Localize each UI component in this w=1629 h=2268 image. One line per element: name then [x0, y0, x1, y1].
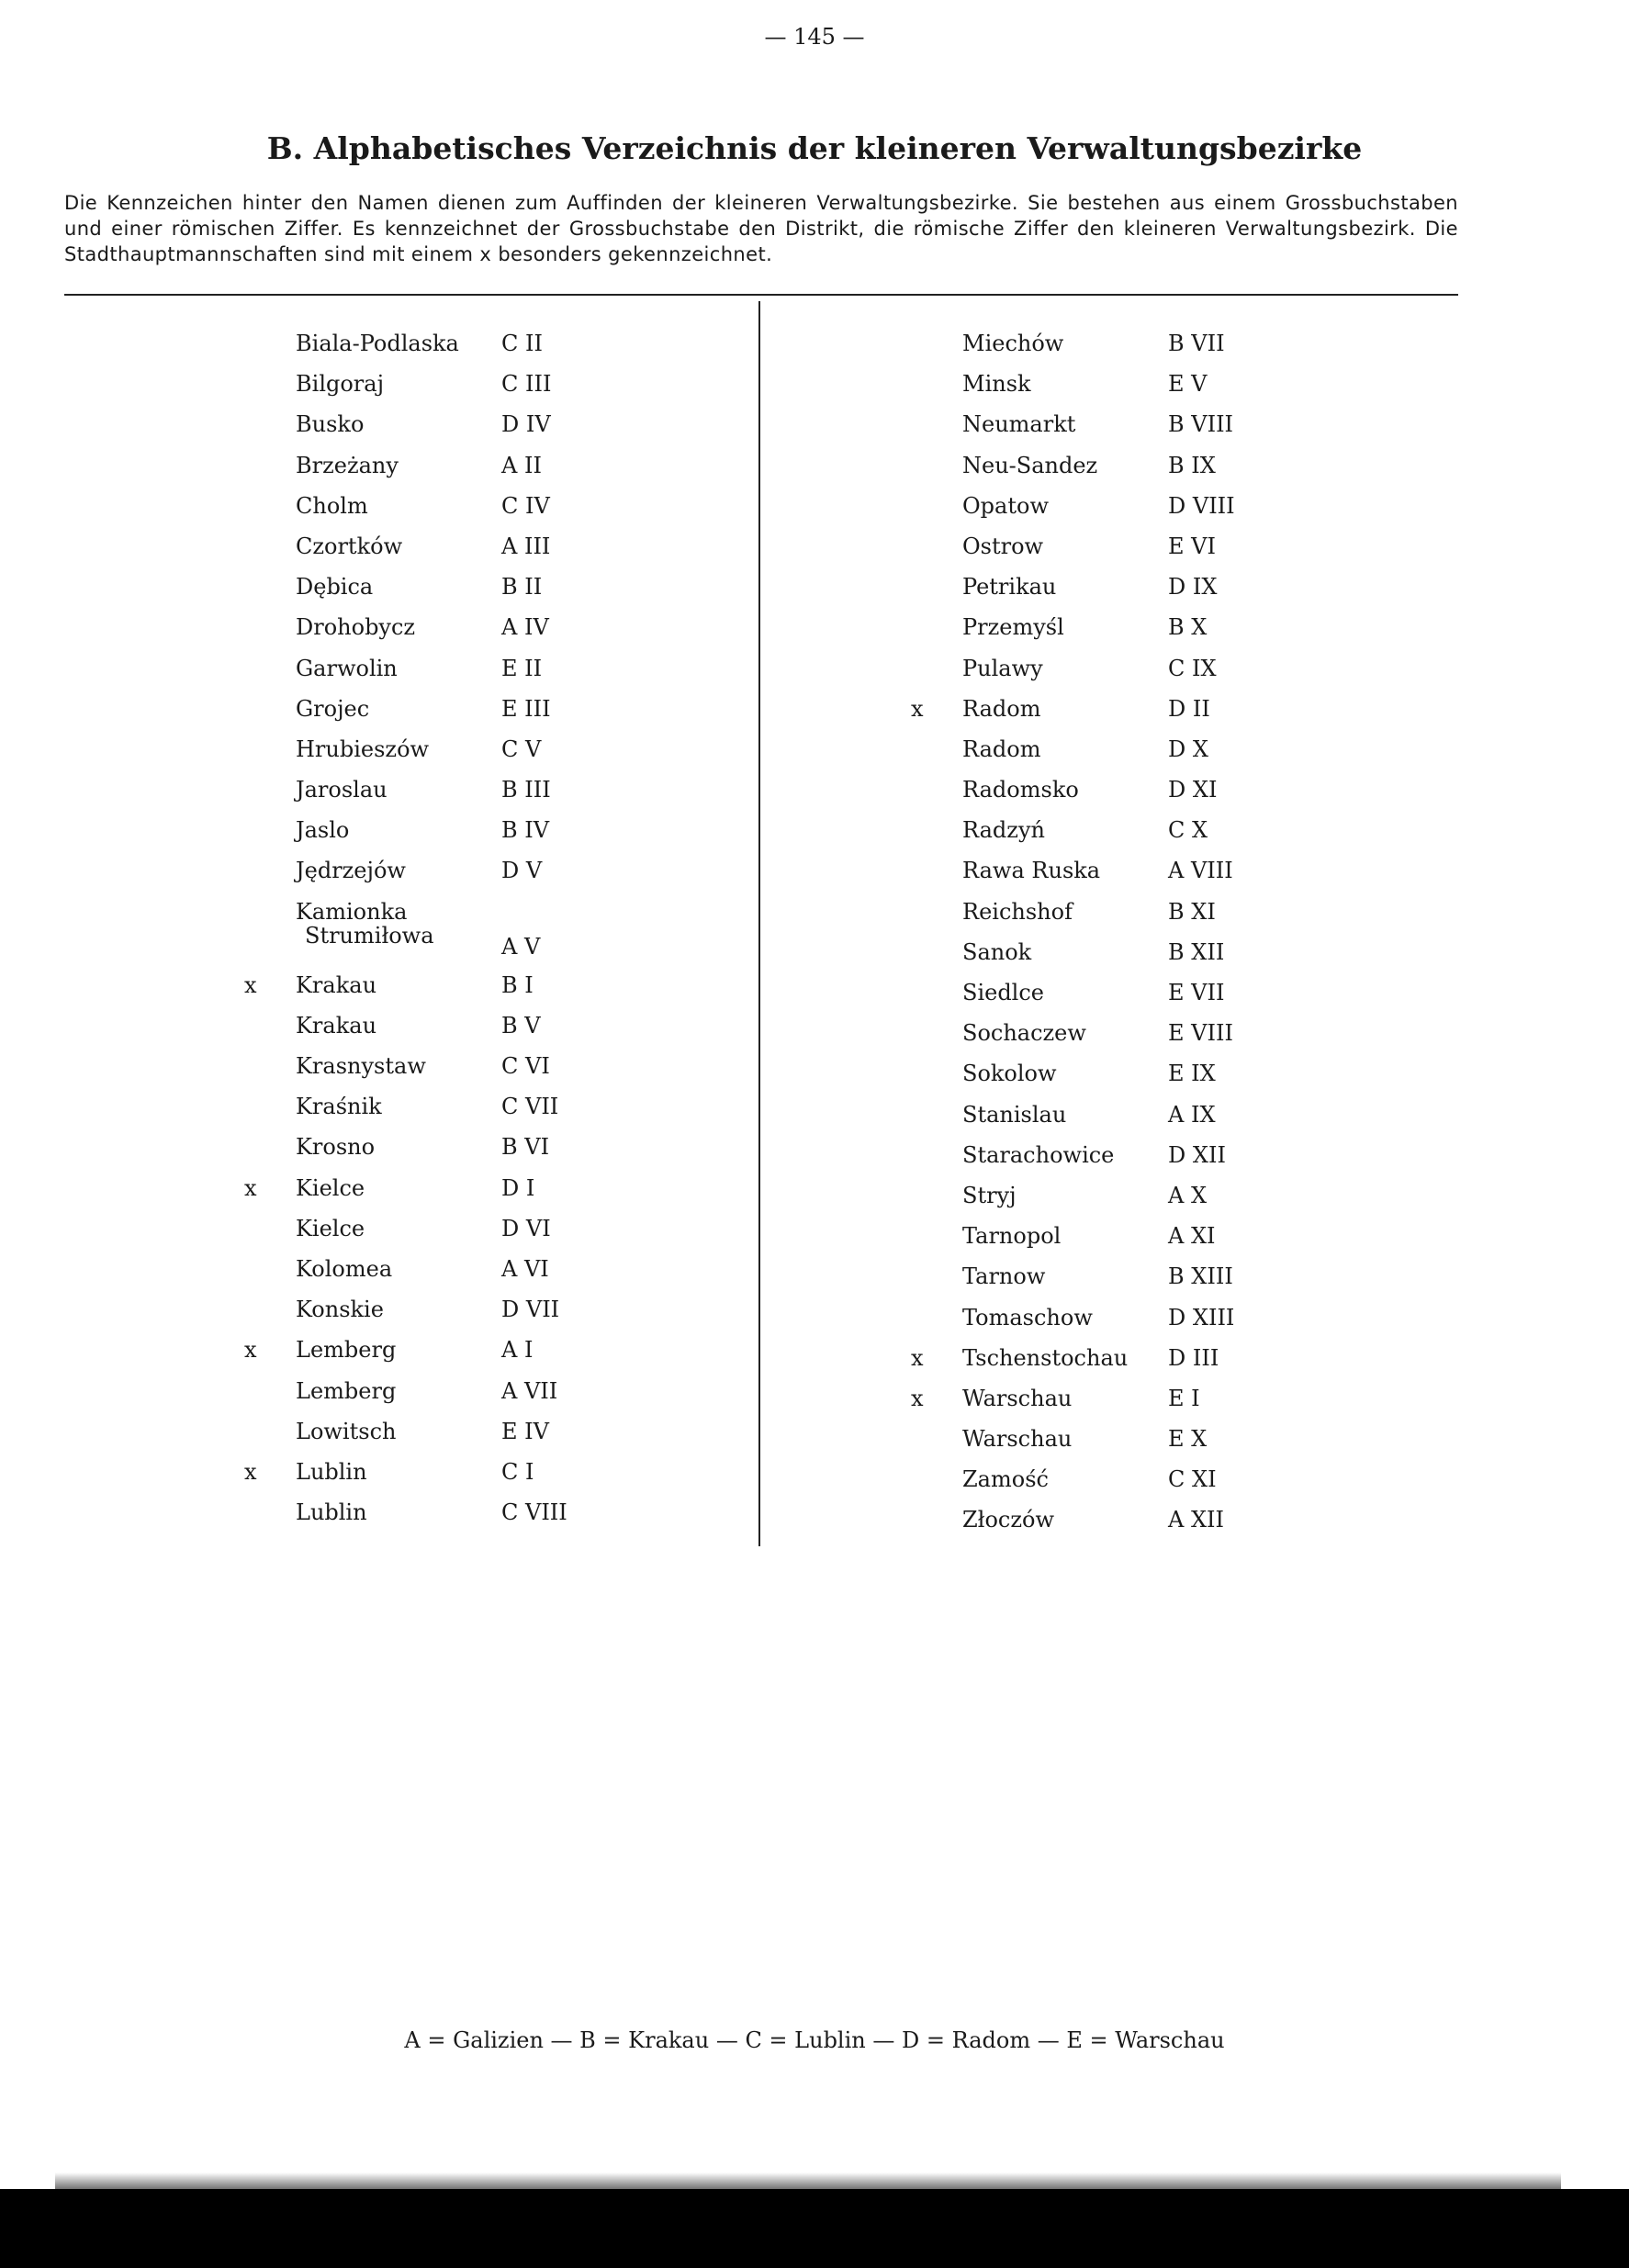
district-name-line: Krakau [296, 1012, 377, 1039]
district-code: A VIII [1168, 858, 1233, 884]
district-code: E V [1168, 371, 1208, 398]
district-name [296, 1256, 392, 1282]
district-code: D XIII [1168, 1304, 1235, 1330]
district-name [962, 777, 1079, 803]
district-name [296, 858, 406, 883]
page-title: B. Alphabetisches Verzeichnis der kleineren Verwaltungsbezirke [266, 130, 1363, 166]
district-code: D I [501, 1174, 535, 1201]
district-name-line: Lemberg [296, 1337, 397, 1364]
district-code: D IV [501, 411, 551, 438]
district-name-line: Kielce [296, 1174, 365, 1201]
district-code: E IV [501, 1418, 549, 1444]
district-name [296, 574, 373, 600]
district-name-line: Reichshof [962, 898, 1073, 925]
district-name [296, 736, 429, 762]
district-name [296, 371, 384, 397]
district-name-line: Kraśnik [296, 1094, 382, 1120]
district-name [296, 1337, 396, 1363]
district-name-line: Krasnystaw [296, 1053, 426, 1079]
district-code: B III [501, 777, 551, 803]
district-name [962, 939, 1031, 965]
district-code: B X [1168, 614, 1208, 641]
district-name [962, 331, 1063, 356]
district-name-line: Rawa Ruska [962, 858, 1101, 884]
district-name [962, 1345, 1128, 1371]
city-district-marker: x [911, 1344, 924, 1371]
district-code: B I [501, 971, 534, 998]
district-code: B VI [501, 1134, 550, 1161]
district-name [962, 574, 1056, 600]
district-name-line: Tomaschow [962, 1304, 1093, 1330]
district-name-line: Czortków [296, 533, 403, 559]
district-code: D VI [501, 1215, 551, 1241]
scan-dark-edge [0, 2189, 1629, 2268]
district-legend: A = Galizien — B = Krakau — C = Lublin — D = Radom — E = Warschau [404, 2027, 1225, 2053]
district-name-line: Drohobycz [296, 614, 416, 641]
district-name-line: Przemyśl [962, 614, 1064, 641]
district-code: D III [1168, 1344, 1219, 1371]
district-name [296, 1459, 367, 1485]
district-code: E VIII [1168, 1020, 1233, 1047]
district-code: A XI [1168, 1223, 1216, 1250]
district-name-line: Hrubieszów [296, 735, 430, 762]
district-name-line: Minsk [962, 371, 1031, 398]
district-name [962, 736, 1041, 762]
district-code: A VII [501, 1377, 558, 1404]
district-code: C XI [1168, 1466, 1217, 1493]
district-name-line: Grojec [296, 695, 370, 722]
district-name-line: Opatow [962, 492, 1049, 519]
district-name [296, 1175, 365, 1201]
district-name-line: Strumiłowa [305, 922, 434, 949]
district-code: A XII [1168, 1507, 1225, 1533]
district-name-line: Tschenstochau [962, 1344, 1129, 1371]
district-name [962, 493, 1049, 519]
district-code: C IV [501, 492, 550, 519]
district-name-line: Radomsko [962, 777, 1079, 803]
district-name [296, 1094, 382, 1119]
table-top-rule [64, 294, 1458, 296]
district-name [962, 817, 1045, 843]
district-name [962, 1507, 1054, 1533]
district-name [962, 656, 1043, 681]
district-name [296, 1378, 396, 1404]
district-name [296, 614, 415, 640]
district-code: B XIII [1168, 1263, 1233, 1290]
district-code: D VIII [1168, 492, 1235, 519]
page-number: — 145 — [764, 24, 865, 50]
district-code: D XII [1168, 1141, 1226, 1168]
district-name [962, 1263, 1045, 1289]
district-name [296, 1013, 376, 1039]
district-name-line: Lemberg [296, 1377, 397, 1404]
district-name-line: Krosno [296, 1134, 376, 1161]
district-name-line: Neu-Sandez [962, 452, 1098, 478]
district-name-line: Warschau [962, 1426, 1073, 1453]
district-name-line: Starachowice [962, 1141, 1115, 1168]
district-code: A IV [501, 614, 549, 641]
district-code: A X [1168, 1182, 1208, 1208]
district-name-line: Bilgoraj [296, 371, 385, 398]
district-name [962, 696, 1041, 722]
district-name [962, 1020, 1086, 1046]
district-code: C VI [501, 1053, 550, 1079]
district-code: A V [501, 933, 541, 960]
district-name-line: Jaslo [296, 817, 350, 844]
district-code: D VII [501, 1297, 560, 1323]
district-name [296, 493, 368, 519]
district-name-line: Sanok [962, 938, 1032, 965]
district-name [962, 453, 1097, 478]
district-name-line: Miechów [962, 331, 1064, 356]
district-name-line: Kamionka [296, 898, 408, 925]
district-name [296, 411, 364, 437]
district-name [962, 533, 1043, 559]
district-name-line: Kielce [296, 1215, 365, 1241]
district-code: B V [501, 1012, 541, 1039]
district-name [962, 899, 1073, 925]
city-district-marker: x [244, 1174, 257, 1201]
city-district-marker: x [244, 1337, 257, 1364]
district-name [962, 858, 1100, 883]
district-code: B VII [1168, 331, 1225, 356]
district-name [962, 1386, 1072, 1411]
district-name-line: Radzyń [962, 817, 1045, 844]
district-code: D X [1168, 735, 1208, 762]
district-code: D XI [1168, 777, 1218, 803]
district-name [296, 1053, 426, 1079]
district-name-line: Neumarkt [962, 411, 1076, 438]
district-name-line: Jędrzejów [296, 858, 406, 884]
district-name-line: Konskie [296, 1297, 384, 1323]
district-name [296, 899, 434, 949]
district-name [962, 1142, 1114, 1168]
district-name [296, 1134, 375, 1160]
district-name [296, 777, 388, 803]
district-name-line: Petrikau [962, 574, 1057, 601]
district-name-line: Cholm [296, 492, 368, 519]
district-code: C III [501, 371, 552, 398]
district-name [296, 453, 399, 478]
intro-paragraph: Die Kennzeichen hinter den Namen dienen zum Auffinden der kleineren Verwaltungsbezirke. Sie bestehen aus einem Grossbuchstaben und einer römischen Ziffer. Es kennzeichnet der Grossbuchstabe den Distrikt, die römische Ziffer den kleineren Verwaltungsbezirk. Die Stadthauptmannschaften sind mit einem x besonders gekennzeichnet. [64, 192, 1458, 265]
district-name-line: Sochaczew [962, 1020, 1086, 1047]
district-name [962, 1061, 1057, 1086]
district-name [296, 1499, 367, 1525]
district-code: B XII [1168, 938, 1225, 965]
district-code: E VII [1168, 980, 1225, 1005]
district-name [962, 411, 1075, 437]
district-name-line: Lublin [296, 1499, 367, 1526]
district-code: C V [501, 735, 542, 762]
district-code: A VI [501, 1255, 549, 1282]
district-code: B II [501, 574, 543, 601]
district-code: C VIII [501, 1499, 567, 1526]
district-name [296, 331, 459, 356]
district-code: B VIII [1168, 411, 1234, 438]
district-name-line: Radom [962, 695, 1041, 722]
district-code: C I [501, 1458, 534, 1485]
district-name-line: Pulawy [962, 655, 1043, 681]
district-name-line: Ostrow [962, 533, 1044, 559]
district-name [962, 980, 1044, 1005]
district-code: D II [1168, 695, 1210, 722]
city-district-marker: x [244, 971, 257, 998]
district-code: C X [1168, 817, 1208, 844]
district-name-line: Złoczów [962, 1507, 1054, 1533]
district-name-line: Radom [962, 735, 1041, 762]
district-name [962, 371, 1031, 397]
district-name-line: Tarnow [962, 1263, 1046, 1290]
district-name [296, 1297, 384, 1322]
district-name-line: Krakau [296, 971, 377, 998]
district-name [962, 1426, 1072, 1452]
district-code: E III [501, 695, 551, 722]
district-name-line: Warschau [962, 1385, 1073, 1411]
district-code: A II [501, 452, 542, 478]
district-name [962, 1223, 1061, 1249]
district-code: E II [501, 655, 543, 681]
district-name [296, 1216, 365, 1241]
district-code: E I [1168, 1385, 1200, 1411]
city-district-marker: x [244, 1458, 257, 1485]
district-name [296, 533, 402, 559]
district-name-line: Sokolow [962, 1061, 1057, 1087]
district-name [962, 1183, 1017, 1208]
district-name [962, 1102, 1066, 1128]
district-name-line: Siedlce [962, 980, 1045, 1005]
district-name [296, 696, 369, 722]
district-name [962, 1305, 1093, 1330]
district-code: E IX [1168, 1061, 1216, 1087]
district-code: C II [501, 331, 543, 356]
district-code: C IX [1168, 655, 1217, 681]
column-divider [758, 301, 760, 1546]
district-code: A IX [1168, 1101, 1216, 1128]
district-name-line: Lowitsch [296, 1418, 397, 1444]
district-name-line: Stryj [962, 1182, 1017, 1208]
district-name [962, 1466, 1049, 1492]
city-district-marker: x [911, 1385, 924, 1411]
district-name-line: Kolomea [296, 1255, 393, 1282]
district-name-line: Jaroslau [296, 777, 388, 803]
district-code: E X [1168, 1426, 1208, 1453]
district-name [296, 1419, 396, 1444]
district-name-line: Zamość [962, 1466, 1049, 1493]
district-code: D IX [1168, 574, 1218, 601]
district-name-line: Busko [296, 411, 365, 438]
district-name-line: Brzeżany [296, 452, 399, 478]
district-name-line: Lublin [296, 1458, 367, 1485]
district-name-line: Dębica [296, 574, 374, 601]
district-name [296, 972, 376, 998]
district-code: A I [501, 1337, 534, 1364]
district-name [962, 614, 1064, 640]
district-name-line: Stanislau [962, 1101, 1067, 1128]
district-code: E VI [1168, 533, 1216, 559]
scan-edge-fringe [55, 2173, 1561, 2189]
district-code: B XI [1168, 898, 1216, 925]
district-name [296, 817, 349, 843]
district-code: D V [501, 858, 543, 884]
district-name-line: Biala-Podlaska [296, 331, 459, 356]
district-code: B IX [1168, 452, 1216, 478]
district-name-line: Tarnopol [962, 1223, 1062, 1250]
district-code: B IV [501, 817, 550, 844]
district-code: A III [501, 533, 551, 559]
district-code: C VII [501, 1094, 559, 1120]
district-name [296, 656, 398, 681]
city-district-marker: x [911, 695, 924, 722]
district-name-line: Garwolin [296, 655, 398, 681]
